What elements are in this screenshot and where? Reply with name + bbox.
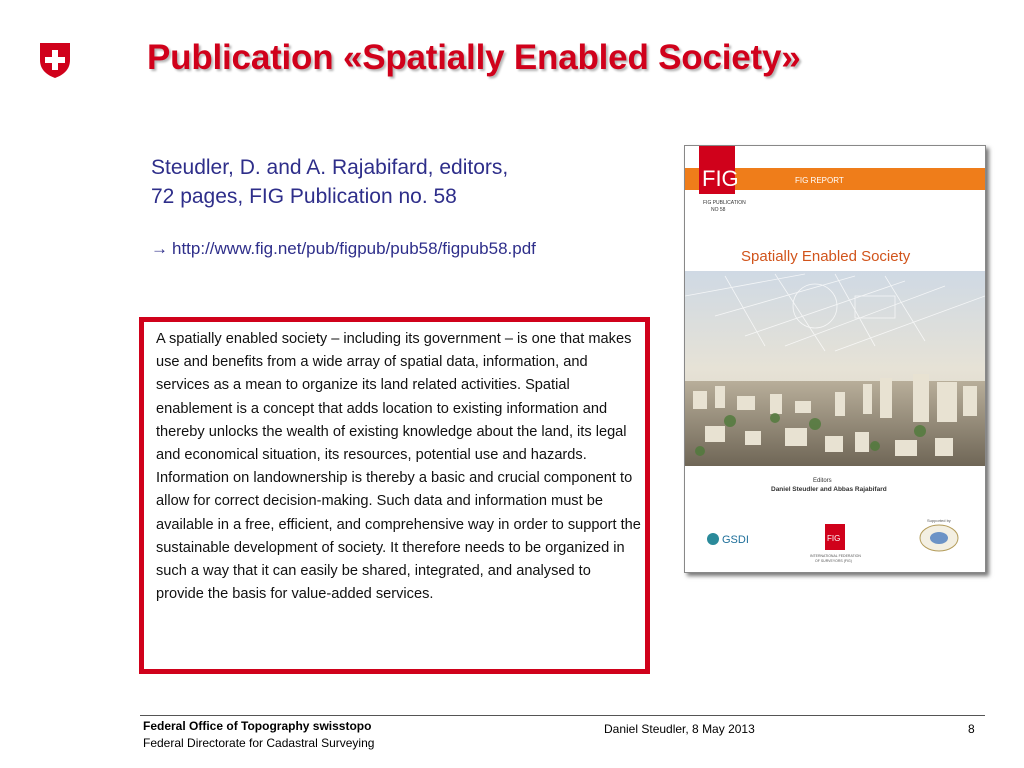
cover-report-label: FIG REPORT bbox=[795, 176, 844, 185]
cover-title: Spatially Enabled Society bbox=[741, 248, 911, 265]
citation bbox=[151, 153, 508, 211]
publication-link-row bbox=[151, 239, 536, 259]
cover-fig-org-1: INTERNATIONAL FEDERATION bbox=[810, 554, 861, 558]
footer-org-line-2: Federal Directorate for Cadastral Surveying bbox=[143, 736, 375, 750]
footer-org-line-1: Federal Office of Topography swisstopo bbox=[143, 719, 372, 733]
book-cover-image bbox=[684, 145, 986, 573]
footer-author-date: Daniel Steudler, 8 May 2013 bbox=[604, 722, 755, 736]
cover-gsdi-logo: GSDI bbox=[722, 534, 749, 546]
book-cover-graphic bbox=[685, 146, 985, 572]
abstract-text: A spatially enabled society – including its government – is one that makes use and benefits from a wide array of spatial data, information, and services as a mean to organize its land related activities. Spatial enablement is a concept that adds location to existing information and thereby unlocks the wealth of existing knowledge about the land, its legal and economical situation, its resources, potential use and hazards. Information on landownership is thereby a basic and crucial component to allow for correct decision-making. Such data and information must be available in a free, efficient, and comprehensive way in order to support the sustainable development of society. It therefore needs to be organized in such a way that it can easily be shared, integrated, and analysed to provide the basis for value-added services. bbox=[156, 331, 641, 603]
cover-editors-names: Daniel Steudler and Abbas Rajabifard bbox=[771, 486, 887, 493]
page-number: 8 bbox=[968, 722, 975, 736]
cover-publication-label-2: NO 58 bbox=[711, 207, 726, 213]
footer-divider bbox=[140, 715, 985, 716]
abstract-box bbox=[139, 317, 650, 674]
cover-publication-label-1: FIG PUBLICATION bbox=[703, 200, 746, 206]
cover-fig-logo: FIG bbox=[702, 166, 739, 191]
publication-link[interactable]: http://www.fig.net/pub/figpub/pub58/figpub58.pdf bbox=[172, 239, 536, 258]
cover-supported-by: Supported by bbox=[927, 518, 951, 523]
cover-editors-label: Editors bbox=[813, 478, 832, 484]
citation-line-2: 72 pages, FIG Publication no. 58 bbox=[151, 185, 457, 208]
citation-line-1: Steudler, D. and A. Rajabifard, editors, bbox=[151, 156, 509, 179]
cover-fig-org-2: OF SURVEYORS (FIG) bbox=[815, 559, 852, 563]
swiss-coat-of-arms-icon bbox=[39, 42, 71, 79]
arrow-right-icon: → bbox=[151, 239, 168, 258]
cover-fig-small-logo: FIG bbox=[827, 534, 841, 543]
slide-title: Publication «Spatially Enabled Society» bbox=[147, 38, 801, 77]
